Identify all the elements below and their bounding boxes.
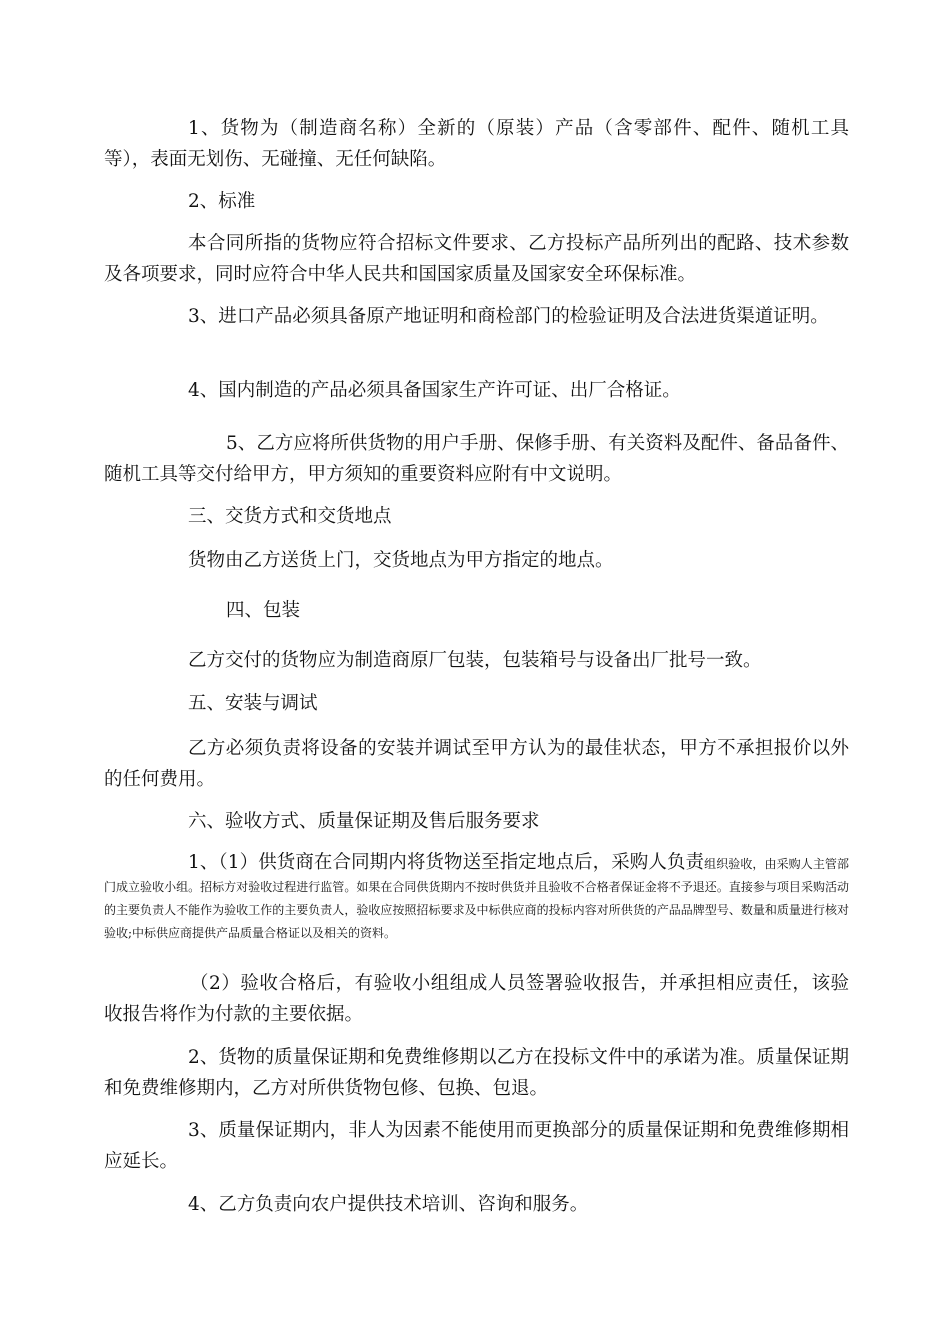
section-six-item-1	[104, 852, 849, 944]
clause-import-certificates: 3、进口产品必须具备原产地证明和商检部门的检验证明及合法进货渠道证明。	[188, 306, 829, 327]
clause-manuals-delivery: 5、乙方应将所供货物的用户手册、保修手册、有关资料及配件、备品备件、随机工具等交付给甲方，甲方须知的重要资料应附有中文说明。	[104, 433, 849, 485]
clause-standard-body: 本合同所指的货物应符合招标文件要求、乙方投标产品所列出的配路、技术参数及各项要求，同时应符合中华人民共和国国家质量及国家安全环保标准。	[104, 233, 849, 285]
clause-goods-condition: 1、货物为（制造商名称）全新的（原装）产品（含零部件、配件、随机工具等），表面无划伤、无碰撞、无任何缺陷。	[104, 118, 849, 170]
warranty-clause: 2、货物的质量保证期和免费维修期以乙方在投标文件中的承诺为准。质量保证期和免费维修期内，乙方对所供货物包修、包换、包退。	[104, 1047, 849, 1099]
section-five-body: 乙方必须负责将设备的安装并调试至甲方认为的最佳状态，甲方不承担报价以外的任何费用。	[104, 738, 849, 790]
training-service-clause: 4、乙方负责向农户提供技术培训、咨询和服务。	[188, 1194, 589, 1215]
warranty-extension-clause: 3、质量保证期内，非人为因素不能使用而更换部分的质量保证期和免费维修期相应延长。	[104, 1120, 849, 1172]
acceptance-intro-text: 1、（1）供货商在合同期内将货物送至指定地点后，采购人负责	[188, 852, 705, 873]
section-four-heading: 四、包装	[226, 600, 301, 621]
section-three-heading: 三、交货方式和交货地点	[188, 506, 392, 527]
acceptance-detail-text: 组织验收，由采购人主管部门成立验收小组。招标方对验收过程进行监管。如果在合同供货期内不按时供货并且验收不合格者保证金将不予退还。直接参与项目采购活动的主要负责人不能作为验收工作的主要负责人，验收应按照招标要求及中标供应商的投标内容对所供货的产品品牌型号、数量和质量进行核对验收;中标供应商提供产品质量合格证以及相关的资料。	[104, 857, 849, 940]
section-five-heading: 五、安装与调试	[188, 693, 318, 714]
clause-standard-heading: 2、标准	[188, 191, 256, 212]
section-six-heading: 六、验收方式、质量保证期及售后服务要求	[188, 811, 540, 832]
section-six-item-1-2: （2）验收合格后，有验收小组组成人员签署验收报告，并承担相应责任，该验收报告将作为付款的主要依据。	[104, 973, 849, 1025]
section-three-body: 货物由乙方送货上门，交货地点为甲方指定的地点。	[188, 550, 614, 571]
section-four-body: 乙方交付的货物应为制造商原厂包装，包装箱号与设备出厂批号一致。	[188, 650, 762, 671]
clause-domestic-certificates: 4、国内制造的产品必须具备国家生产许可证、出厂合格证。	[188, 380, 681, 401]
